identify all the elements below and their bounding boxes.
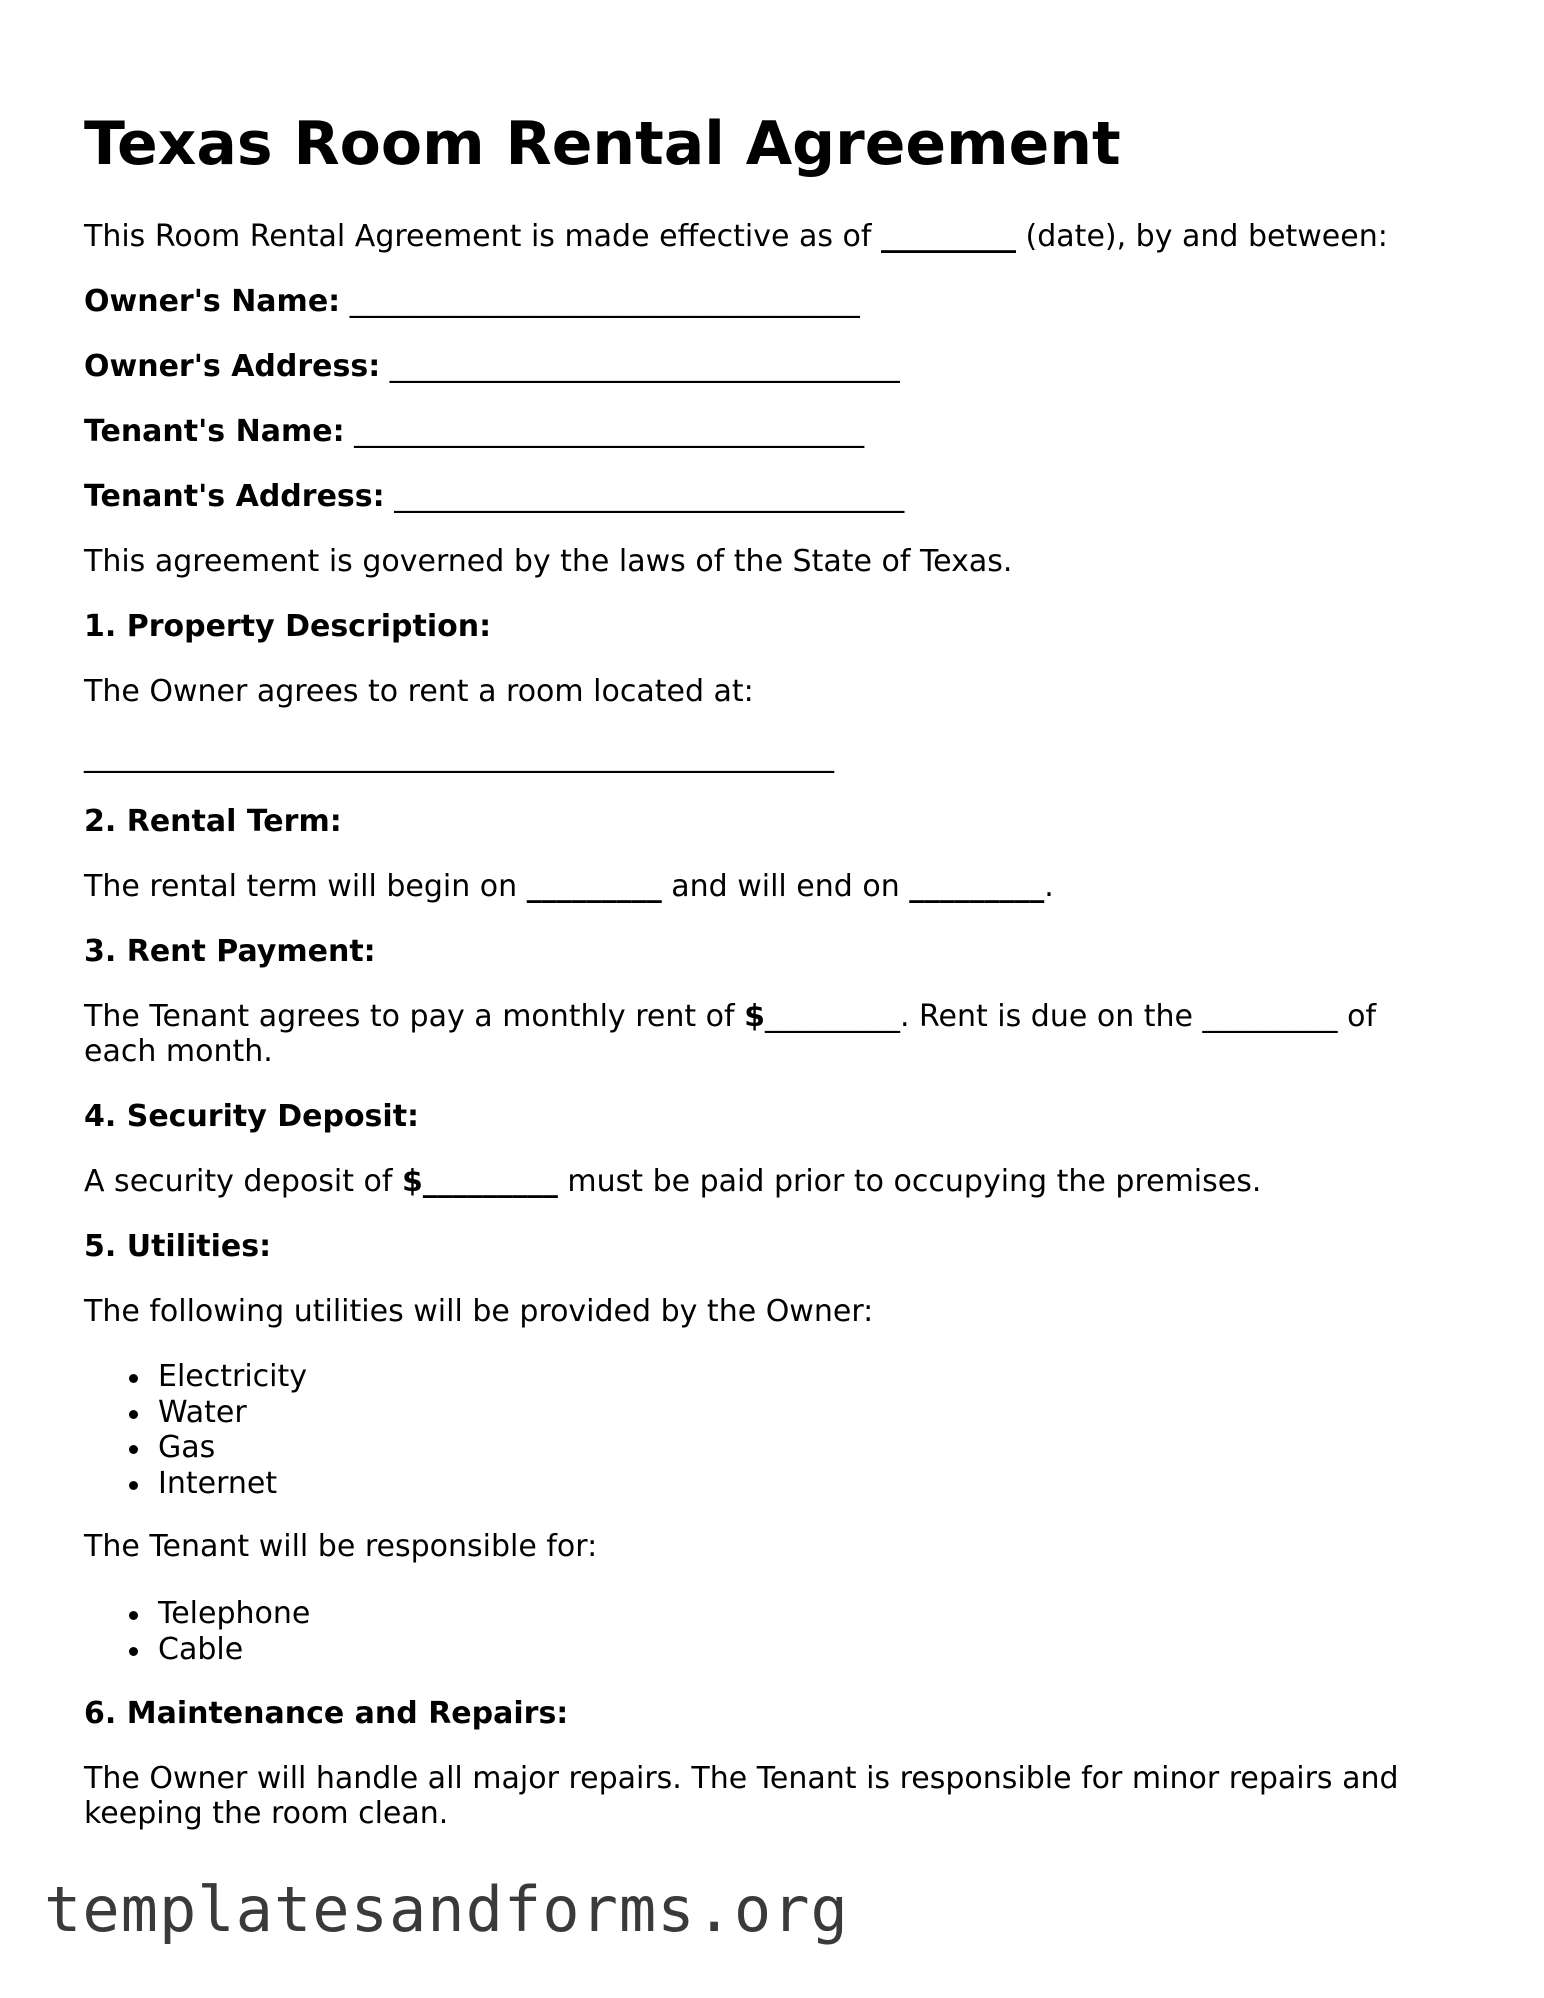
rent-text-1: The Tenant agrees to pay a monthly rent of <box>84 999 745 1034</box>
deposit-heading: 4. Security Deposit: <box>84 1099 420 1134</box>
bullet-icon <box>129 1374 138 1383</box>
property-heading: 1. Property Description: <box>84 609 492 644</box>
utility-electricity: Electricity <box>158 1359 308 1394</box>
governing-law-text: This agreement is governed by the laws of the State of Texas. <box>84 544 1013 579</box>
deposit-paragraph <box>84 1164 1261 1199</box>
tenant-address-blank[interactable]: __________________________________ <box>394 479 905 514</box>
deposit-amount-blank[interactable]: _________ <box>422 1164 558 1199</box>
deposit-currency: $ <box>402 1164 423 1199</box>
owner-name-blank[interactable]: __________________________________ <box>349 284 860 319</box>
tenant-name-label: Tenant's Name: <box>84 414 345 449</box>
tenant-utilities-list <box>84 1596 310 1667</box>
tenant-utilities-intro: The Tenant will be responsible for: <box>84 1529 598 1564</box>
term-end-blank[interactable]: _________ <box>909 869 1045 904</box>
bullet-icon <box>129 1445 138 1454</box>
owner-name-row <box>84 284 860 319</box>
owner-address-row <box>84 349 900 384</box>
effective-date-blank[interactable]: _________ <box>881 219 1017 254</box>
list-item <box>84 1395 307 1431</box>
tenant-name-row <box>84 414 864 449</box>
tenant-address-label: Tenant's Address: <box>84 479 385 514</box>
term-start-blank[interactable]: _________ <box>526 869 662 904</box>
deposit-text-1: A security deposit of <box>84 1164 402 1199</box>
owner-name-label: Owner's Name: <box>84 284 341 319</box>
property-address-blank[interactable]: __________________________________________________ <box>84 739 834 774</box>
watermark: templatesandforms.org <box>44 1873 849 1946</box>
bullet-icon <box>129 1481 138 1490</box>
maintenance-text: The Owner will handle all major repairs. The Tenant is responsible for minor repairs and keeping the room clean. <box>84 1761 1399 1831</box>
utilities-heading: 5. Utilities: <box>84 1229 272 1264</box>
document-title: Texas Room Rental Agreement <box>84 109 1121 179</box>
deposit-text-2: must be paid prior to occupying the premises. <box>557 1164 1262 1199</box>
property-text: The Owner agrees to rent a room located at: <box>84 674 754 709</box>
list-item <box>84 1466 307 1502</box>
list-item <box>84 1596 310 1632</box>
term-heading: 2. Rental Term: <box>84 804 342 839</box>
rent-heading: 3. Rent Payment: <box>84 934 376 969</box>
tenant-name-blank[interactable]: __________________________________ <box>354 414 865 449</box>
list-item <box>84 1632 310 1668</box>
intro-text-after: (date), by and between: <box>1016 219 1388 254</box>
term-paragraph <box>84 869 1054 904</box>
list-item <box>84 1359 307 1395</box>
rent-text-3: of each month. <box>84 999 1376 1069</box>
bullet-icon <box>129 1647 138 1656</box>
utility-gas: Gas <box>158 1430 216 1465</box>
bullet-icon <box>129 1611 138 1620</box>
owner-address-blank[interactable]: __________________________________ <box>389 349 900 384</box>
term-text-1: The rental term will begin on <box>84 869 527 904</box>
utility-internet: Internet <box>158 1465 278 1501</box>
bullet-icon <box>129 1410 138 1419</box>
utility-telephone: Telephone <box>158 1596 311 1631</box>
term-text-3: . <box>1044 869 1054 904</box>
tenant-address-row <box>84 479 904 514</box>
utility-cable: Cable <box>158 1631 244 1667</box>
intro-paragraph <box>84 219 1388 254</box>
rent-paragraph <box>84 999 1424 1069</box>
rent-text-2: . Rent is due on the <box>899 999 1203 1034</box>
maintenance-heading: 6. Maintenance and Repairs: <box>84 1696 569 1731</box>
list-item <box>84 1430 307 1466</box>
term-text-2: and will end on <box>661 869 910 904</box>
owner-utilities-list <box>84 1359 307 1501</box>
rent-due-day-blank[interactable]: _________ <box>1202 999 1338 1034</box>
rent-currency: $ <box>744 999 765 1034</box>
owner-address-label: Owner's Address: <box>84 349 381 384</box>
intro-text-before: This Room Rental Agreement is made effective as of <box>84 219 882 254</box>
utility-water: Water <box>158 1394 247 1430</box>
owner-utilities-intro: The following utilities will be provided by the Owner: <box>84 1294 874 1329</box>
rent-amount-blank[interactable]: _________ <box>764 999 900 1034</box>
